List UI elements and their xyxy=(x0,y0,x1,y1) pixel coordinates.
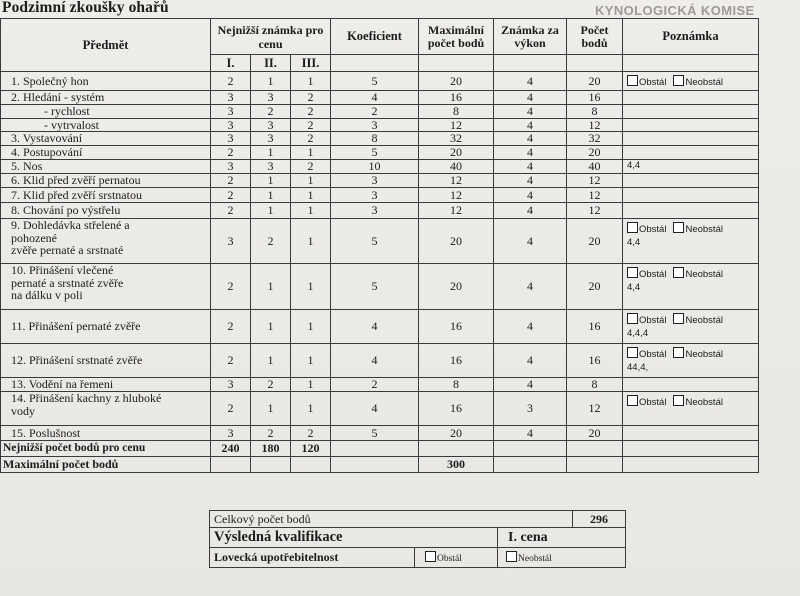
subject-line: 10. Přinášení vlečené xyxy=(11,263,114,277)
failed-checkbox[interactable] xyxy=(673,395,684,406)
passed-checkbox[interactable] xyxy=(627,222,638,233)
subject-cell xyxy=(1,132,211,146)
table-row xyxy=(1,72,759,91)
subject-line: 7. Klid před zvěří srstnatou xyxy=(11,187,142,202)
subject-line: 3. Vystavování xyxy=(11,131,83,146)
pass-fail-options xyxy=(627,267,756,282)
subject-cell xyxy=(1,426,211,441)
grade-III-cell: 1 xyxy=(291,264,331,310)
qualification-value: I. cena xyxy=(498,528,626,548)
performance-grade-cell: 4 xyxy=(494,188,567,203)
grade-II-cell: 3 xyxy=(251,160,291,174)
failed-checkbox[interactable] xyxy=(673,267,684,278)
grade-III-cell: 1 xyxy=(291,174,331,188)
table-row xyxy=(1,203,759,219)
passed-checkbox[interactable] xyxy=(627,75,638,86)
grade-II-cell: 2 xyxy=(251,378,291,392)
table-row xyxy=(1,392,759,426)
pass-fail-options xyxy=(627,347,756,362)
performance-grade-cell: 4 xyxy=(494,174,567,188)
points-cell: 16 xyxy=(567,344,623,378)
hunting-usability-label: Lovecká upotřebitelnost xyxy=(210,548,415,568)
passed-label: Obstál xyxy=(437,554,462,564)
empty-cell xyxy=(419,441,494,457)
coefficient-cell: 3 xyxy=(331,188,419,203)
header-performance-grade: Známka za výkon xyxy=(494,19,567,55)
grade-III-cell: 1 xyxy=(291,203,331,219)
max-points-cell: 20 xyxy=(419,426,494,441)
passed-label: Obstál xyxy=(639,77,667,88)
table-row xyxy=(1,105,759,119)
grade-III-cell: 1 xyxy=(291,392,331,426)
subject-cell xyxy=(1,310,211,344)
max-points-cell: 20 xyxy=(419,264,494,310)
grade-II-cell: 1 xyxy=(251,146,291,160)
max-points-cell: 8 xyxy=(419,105,494,119)
passed-option[interactable] xyxy=(627,313,666,328)
grade-I-cell: 2 xyxy=(211,310,251,344)
failed-label: Neobstál xyxy=(685,224,723,235)
passed-label: Obstál xyxy=(639,349,667,360)
note-cell xyxy=(623,132,759,146)
max-points-cell: 12 xyxy=(419,203,494,219)
passed-label: Obstál xyxy=(639,315,667,326)
grade-II-cell: 2 xyxy=(251,105,291,119)
header-points: Počet bodů xyxy=(567,19,623,55)
points-cell: 8 xyxy=(567,378,623,392)
coefficient-cell: 10 xyxy=(331,160,419,174)
max-points-cell: 16 xyxy=(419,392,494,426)
empty-cell xyxy=(211,457,251,473)
coefficient-cell: 8 xyxy=(331,132,419,146)
grade-II-cell: 3 xyxy=(251,132,291,146)
note-cell xyxy=(623,310,759,344)
failed-checkbox[interactable] xyxy=(673,222,684,233)
failed-label: Neobstál xyxy=(518,554,552,564)
table-row xyxy=(1,378,759,392)
coefficient-cell: 4 xyxy=(331,91,419,105)
subject-cell xyxy=(1,118,211,132)
max-points-cell: 8 xyxy=(419,378,494,392)
min-points-III: 120 xyxy=(291,441,331,457)
failed-checkbox[interactable] xyxy=(673,347,684,358)
failed-label: Neobstál xyxy=(685,269,723,280)
passed-checkbox[interactable] xyxy=(627,267,638,278)
max-points-cell: 12 xyxy=(419,188,494,203)
note-text: 4,4,4 xyxy=(627,327,649,339)
passed-checkbox[interactable] xyxy=(425,551,436,562)
subject-line: 11. Přinášení pernaté zvěře xyxy=(11,319,141,334)
grade-III-cell: 1 xyxy=(291,72,331,91)
grade-I-cell: 3 xyxy=(211,105,251,119)
performance-grade-cell: 4 xyxy=(494,264,567,310)
passed-label: Obstál xyxy=(639,269,667,280)
subject-cell xyxy=(1,105,211,119)
performance-grade-cell: 4 xyxy=(494,105,567,119)
failed-label: Neobstál xyxy=(685,315,723,326)
max-points-cell: 16 xyxy=(419,344,494,378)
empty-cell xyxy=(567,441,623,457)
subject-line: - rychlost xyxy=(44,104,90,118)
note-cell xyxy=(623,174,759,188)
passed-option[interactable] xyxy=(627,75,666,90)
subject-cell xyxy=(1,160,211,174)
passed-checkbox[interactable] xyxy=(627,313,638,324)
points-cell: 12 xyxy=(567,118,623,132)
grade-I-cell: 3 xyxy=(211,378,251,392)
subject-line: 6. Klid před zvěří pernatou xyxy=(11,173,141,188)
note-text: 4,4 xyxy=(627,236,641,248)
table-row xyxy=(1,160,759,174)
failed-checkbox[interactable] xyxy=(673,313,684,324)
grade-I-cell: 3 xyxy=(211,118,251,132)
subject-line: 8. Chování po výstřelu xyxy=(11,203,121,218)
subject-cell xyxy=(1,219,211,264)
note-cell xyxy=(623,264,759,310)
subject-cell xyxy=(1,344,211,378)
grade-III-cell: 1 xyxy=(291,344,331,378)
subject-line: 13. Vodění na řemeni xyxy=(11,377,114,392)
subject-line: na dálku v poli xyxy=(11,288,83,302)
failed-option[interactable] xyxy=(673,267,723,282)
grade-I-cell: 2 xyxy=(211,203,251,219)
coefficient-cell: 5 xyxy=(331,219,419,264)
passed-checkbox[interactable] xyxy=(627,395,638,406)
coefficient-cell: 4 xyxy=(331,392,419,426)
performance-grade-cell: 4 xyxy=(494,132,567,146)
max-points-cell: 40 xyxy=(419,160,494,174)
grade-II-cell: 2 xyxy=(251,219,291,264)
points-cell: 12 xyxy=(567,203,623,219)
failed-checkbox[interactable] xyxy=(673,75,684,86)
points-cell: 12 xyxy=(567,392,623,426)
max-points-cell: 12 xyxy=(419,118,494,132)
grade-II-cell: 2 xyxy=(251,426,291,441)
failed-option[interactable] xyxy=(673,395,723,410)
hunting-passed-option[interactable] xyxy=(415,548,498,568)
subject-line: 14. Přinášení kachny z hluboké xyxy=(11,391,162,405)
max-points-cell: 20 xyxy=(419,146,494,160)
grade-I-cell: 3 xyxy=(211,132,251,146)
coefficient-cell: 5 xyxy=(331,72,419,91)
subject-cell xyxy=(1,72,211,91)
max-points-value: 300 xyxy=(419,457,494,473)
pass-fail-options xyxy=(627,222,756,237)
header-note: Poznámka xyxy=(623,19,759,55)
points-cell: 16 xyxy=(567,310,623,344)
grade-III-cell: 1 xyxy=(291,378,331,392)
points-cell: 12 xyxy=(567,174,623,188)
page-title: Podzimní zkoušky ohařů xyxy=(2,0,169,16)
grade-II-cell: 1 xyxy=(251,72,291,91)
empty-cell xyxy=(623,457,759,473)
passed-label: Obstál xyxy=(639,224,667,235)
subject-line: pernaté a srstnaté zvěře xyxy=(11,275,124,290)
coefficient-cell: 4 xyxy=(331,344,419,378)
empty-cell xyxy=(494,457,567,473)
failed-label: Neobstál xyxy=(685,349,723,360)
grade-II-cell: 1 xyxy=(251,174,291,188)
note-cell xyxy=(623,91,759,105)
empty-cell xyxy=(567,457,623,473)
failed-label: Neobstál xyxy=(685,397,723,408)
grade-III-cell: 2 xyxy=(291,118,331,132)
grade-I-cell: 3 xyxy=(211,426,251,441)
header-grade-III: III. xyxy=(291,55,331,72)
performance-grade-cell: 4 xyxy=(494,118,567,132)
max-points-cell: 20 xyxy=(419,219,494,264)
grade-I-cell: 2 xyxy=(211,188,251,203)
empty-cell xyxy=(331,441,419,457)
note-cell xyxy=(623,392,759,426)
grade-III-cell: 2 xyxy=(291,426,331,441)
header-coefficient: Koeficient xyxy=(331,19,419,55)
performance-grade-cell: 3 xyxy=(494,392,567,426)
subject-line: 4. Postupování xyxy=(11,145,83,160)
performance-grade-cell: 4 xyxy=(494,146,567,160)
subject-line: - vytrvalost xyxy=(44,118,99,132)
performance-grade-cell: 4 xyxy=(494,219,567,264)
table-row xyxy=(1,91,759,105)
points-cell: 20 xyxy=(567,219,623,264)
passed-option[interactable] xyxy=(627,267,666,282)
header-grade-II: II. xyxy=(251,55,291,72)
max-points-cell: 12 xyxy=(419,174,494,188)
note-cell xyxy=(623,72,759,91)
grade-II-cell: 1 xyxy=(251,310,291,344)
empty-cell xyxy=(331,457,419,473)
header-grade-I: I. xyxy=(211,55,251,72)
performance-grade-cell: 4 xyxy=(494,72,567,91)
note-cell xyxy=(623,203,759,219)
grade-III-cell: 1 xyxy=(291,188,331,203)
coefficient-cell: 4 xyxy=(331,310,419,344)
passed-checkbox[interactable] xyxy=(627,347,638,358)
max-points-label: Maximální počet bodů xyxy=(1,457,211,473)
grade-III-cell: 1 xyxy=(291,219,331,264)
subject-cell xyxy=(1,174,211,188)
empty-cell xyxy=(623,441,759,457)
table-row xyxy=(1,310,759,344)
grade-II-cell: 1 xyxy=(251,203,291,219)
note-cell xyxy=(623,105,759,119)
table-row xyxy=(1,132,759,146)
subject-line: 2. Hledání - systém xyxy=(11,90,105,105)
min-points-label: Nejnižší počet bodů pro cenu xyxy=(1,441,211,457)
points-cell: 8 xyxy=(567,105,623,119)
table-row xyxy=(1,146,759,160)
max-points-cell: 16 xyxy=(419,91,494,105)
max-points-cell: 32 xyxy=(419,132,494,146)
header-min-grade: Nejnižší známka pro cenu xyxy=(211,19,331,55)
table-row xyxy=(1,219,759,264)
subject-cell xyxy=(1,203,211,219)
performance-grade-cell: 4 xyxy=(494,310,567,344)
min-points-I: 240 xyxy=(211,441,251,457)
note-cell xyxy=(623,426,759,441)
subject-line: pohozené xyxy=(11,230,57,245)
total-points-label: Celkový počet bodů xyxy=(210,511,573,528)
empty-cell xyxy=(251,457,291,473)
grade-I-cell: 2 xyxy=(211,174,251,188)
points-cell: 32 xyxy=(567,132,623,146)
failed-label: Neobstál xyxy=(685,77,723,88)
grade-II-cell: 1 xyxy=(251,264,291,310)
points-cell: 20 xyxy=(567,72,623,91)
grade-III-cell: 2 xyxy=(291,105,331,119)
coefficient-cell: 2 xyxy=(331,378,419,392)
passed-option[interactable] xyxy=(627,222,666,237)
performance-grade-cell: 4 xyxy=(494,160,567,174)
subject-cell xyxy=(1,264,211,310)
points-cell: 20 xyxy=(567,264,623,310)
grade-I-cell: 2 xyxy=(211,264,251,310)
empty-cell xyxy=(494,441,567,457)
note-text: 44,4, xyxy=(627,361,649,373)
coefficient-cell: 3 xyxy=(331,203,419,219)
pass-fail-options xyxy=(627,313,756,328)
points-cell: 20 xyxy=(567,426,623,441)
table-row xyxy=(1,426,759,441)
subject-cell xyxy=(1,91,211,105)
note-cell: 4,4 xyxy=(623,160,759,174)
subject-line: 1. Společný hon xyxy=(11,73,89,88)
failed-option[interactable] xyxy=(673,75,723,90)
performance-grade-cell: 4 xyxy=(494,203,567,219)
points-cell: 16 xyxy=(567,91,623,105)
grade-II-cell: 1 xyxy=(251,188,291,203)
coefficient-cell: 5 xyxy=(331,146,419,160)
note-cell xyxy=(623,378,759,392)
coefficient-cell: 2 xyxy=(331,105,419,119)
failed-option[interactable] xyxy=(673,347,723,362)
subject-cell xyxy=(1,146,211,160)
score-table xyxy=(0,18,759,473)
min-points-row xyxy=(1,441,759,457)
performance-grade-cell: 4 xyxy=(494,91,567,105)
total-points-value: 296 xyxy=(573,511,626,528)
failed-checkbox[interactable] xyxy=(506,551,517,562)
hunting-failed-option[interactable] xyxy=(498,548,626,568)
note-cell xyxy=(623,344,759,378)
passed-label: Obstál xyxy=(639,397,667,408)
empty-cell xyxy=(291,457,331,473)
coefficient-cell: 3 xyxy=(331,174,419,188)
commission-stamp: KYNOLOGICKÁ KOMISE xyxy=(595,3,755,18)
note-cell xyxy=(623,146,759,160)
grade-II-cell: 3 xyxy=(251,118,291,132)
grade-I-cell: 2 xyxy=(211,392,251,426)
grade-III-cell: 1 xyxy=(291,146,331,160)
table-row xyxy=(1,188,759,203)
note-cell xyxy=(623,219,759,264)
grade-II-cell: 3 xyxy=(251,91,291,105)
grade-I-cell: 3 xyxy=(211,160,251,174)
max-points-row xyxy=(1,457,759,473)
table-row xyxy=(1,344,759,378)
grade-III-cell: 1 xyxy=(291,310,331,344)
subject-cell xyxy=(1,392,211,426)
subject-line: vody xyxy=(11,403,35,418)
subject-cell xyxy=(1,188,211,203)
grade-III-cell: 2 xyxy=(291,160,331,174)
performance-grade-cell: 4 xyxy=(494,426,567,441)
table-row xyxy=(1,264,759,310)
coefficient-cell: 5 xyxy=(331,264,419,310)
table-row xyxy=(1,118,759,132)
note-cell xyxy=(623,118,759,132)
qualification-label: Výsledná kvalifikace xyxy=(210,528,498,548)
header-subject: Předmět xyxy=(1,19,211,72)
table-row xyxy=(1,174,759,188)
subject-line: 5. Nos xyxy=(11,159,43,174)
subject-line: 12. Přinášení srstnaté zvěře xyxy=(11,353,143,368)
performance-grade-cell: 4 xyxy=(494,378,567,392)
grade-II-cell: 1 xyxy=(251,392,291,426)
pass-fail-options xyxy=(627,75,756,90)
grade-I-cell: 2 xyxy=(211,146,251,160)
max-points-cell: 16 xyxy=(419,310,494,344)
grade-I-cell: 2 xyxy=(211,72,251,91)
points-cell: 12 xyxy=(567,188,623,203)
pass-fail-options xyxy=(627,395,756,410)
failed-option[interactable] xyxy=(673,222,723,237)
coefficient-cell: 3 xyxy=(331,118,419,132)
subject-cell xyxy=(1,378,211,392)
coefficient-cell: 5 xyxy=(331,426,419,441)
points-cell: 20 xyxy=(567,146,623,160)
summary-table xyxy=(209,510,626,568)
max-points-cell: 20 xyxy=(419,72,494,91)
subject-line: zvěře pernaté a srstnaté xyxy=(11,243,124,257)
min-points-II: 180 xyxy=(251,441,291,457)
subject-line: 9. Dohledávka střelené a xyxy=(11,218,130,232)
grade-III-cell: 2 xyxy=(291,91,331,105)
grade-I-cell: 2 xyxy=(211,344,251,378)
passed-option[interactable] xyxy=(627,395,666,410)
grade-II-cell: 1 xyxy=(251,344,291,378)
failed-option[interactable] xyxy=(673,313,723,328)
points-cell: 40 xyxy=(567,160,623,174)
grade-III-cell: 2 xyxy=(291,132,331,146)
note-cell xyxy=(623,188,759,203)
note-text: 4,4 xyxy=(627,281,641,293)
performance-grade-cell: 4 xyxy=(494,344,567,378)
grade-I-cell: 3 xyxy=(211,91,251,105)
subject-line: 15. Poslušnost xyxy=(11,425,81,440)
header-max-points: Maximální počet bodů xyxy=(419,19,494,55)
grade-I-cell: 3 xyxy=(211,219,251,264)
passed-option[interactable] xyxy=(627,347,666,362)
